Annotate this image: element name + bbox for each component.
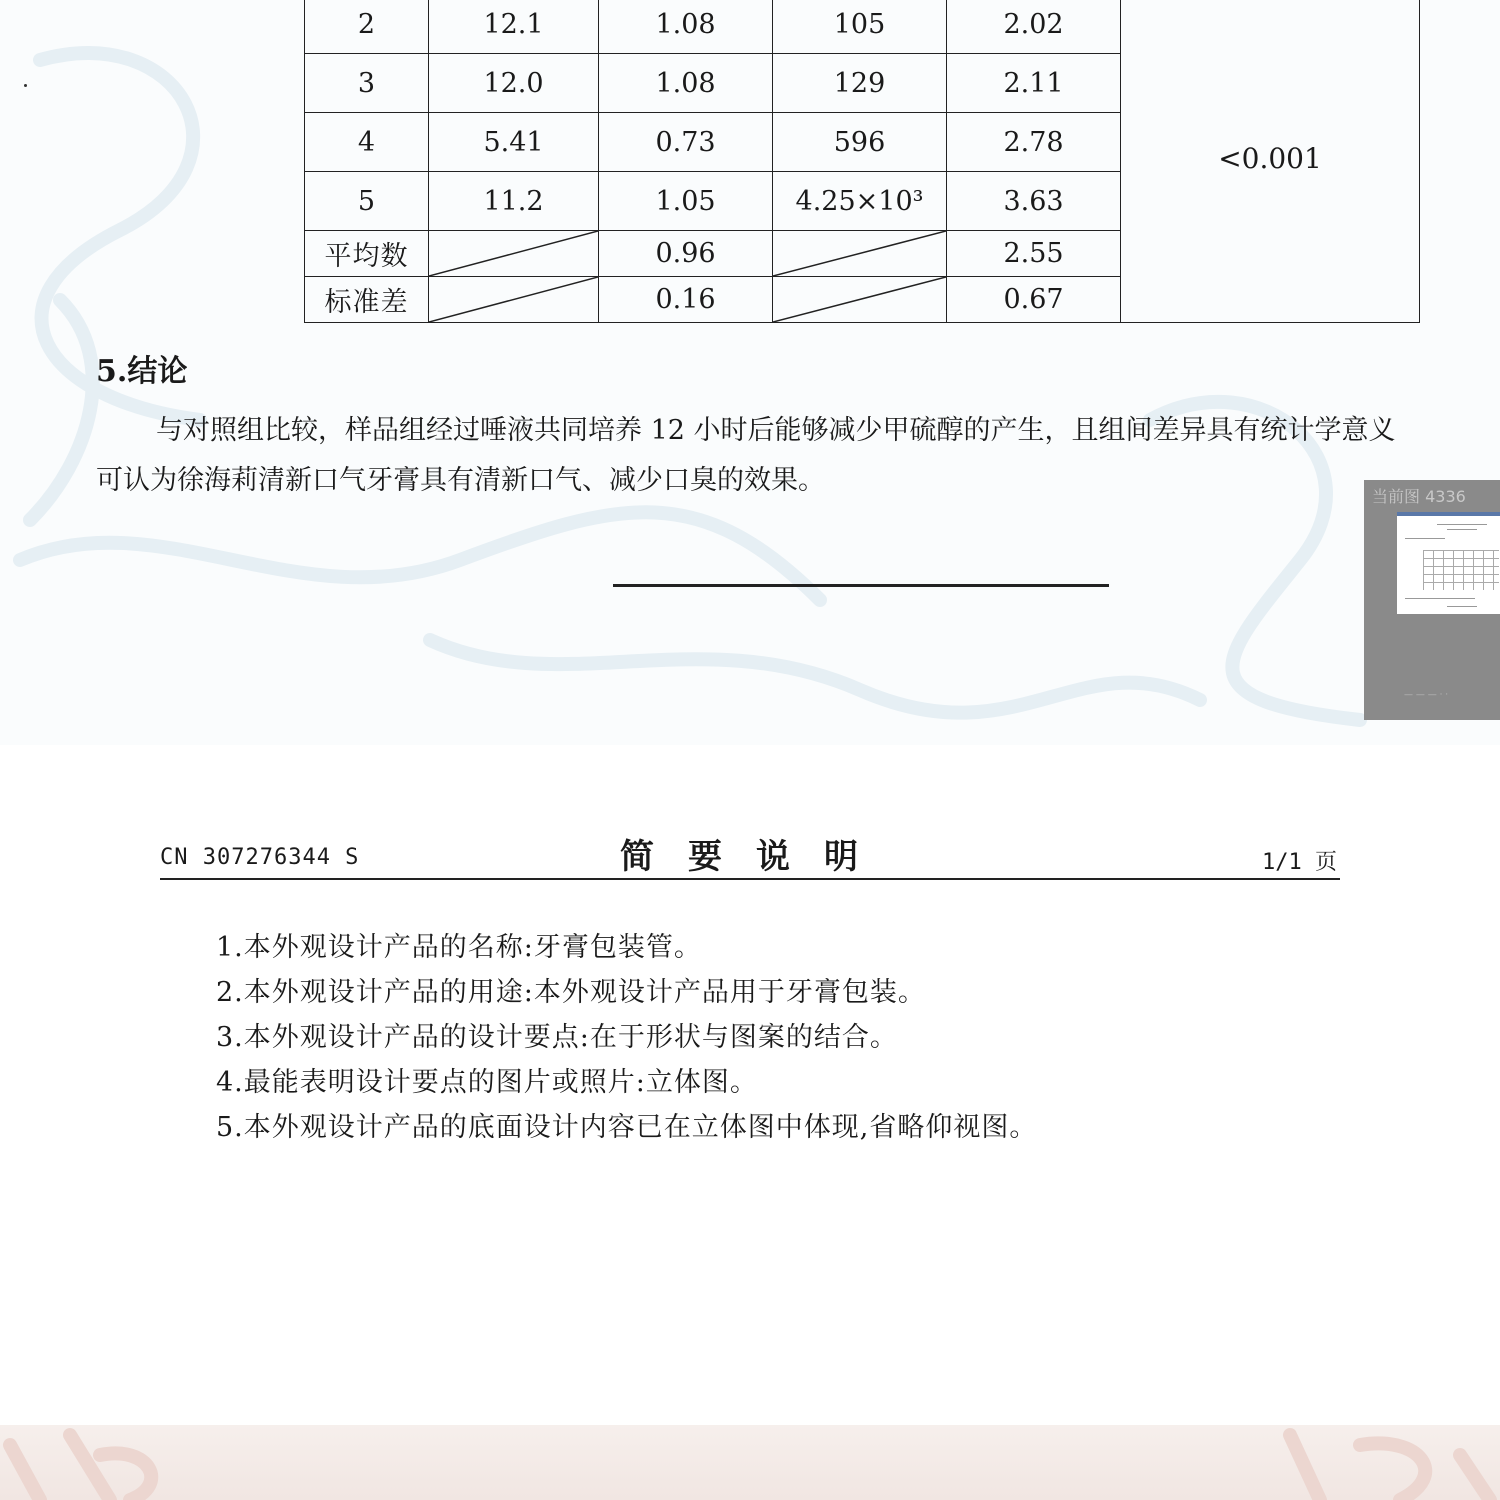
document-number: CN 307276344 S — [160, 845, 360, 870]
p-value-cell: <0.001 — [1121, 0, 1420, 323]
list-item: 2.本外观设计产品的用途:本外观设计产品用于牙膏包装。 — [216, 977, 926, 1008]
table-cell: 2.11 — [947, 54, 1121, 113]
empty-diagonal-cell — [429, 277, 599, 323]
table-cell: 1.05 — [599, 172, 773, 231]
table-cell: 129 — [773, 54, 947, 113]
header-rule — [160, 878, 1340, 880]
list-item: 4.最能表明设计要点的图片或照片:立体图。 — [216, 1067, 758, 1098]
table-cell-no: 4 — [305, 113, 429, 172]
conclusion-line: 可认为徐海莉清新口气牙膏具有清新口气、减少口臭的效果。 — [96, 465, 825, 496]
bottom-watermark-strip — [0, 1425, 1500, 1500]
results-page — [0, 0, 1500, 745]
list-item: 5.本外观设计产品的底面设计内容已在立体图中体现,省略仰视图。 — [216, 1112, 1038, 1143]
list-item: 1.本外观设计产品的名称:牙膏包装管。 — [216, 932, 702, 963]
thumbnail-footer-marks: — — — · · — [1404, 690, 1449, 700]
table-cell: 2.55 — [947, 231, 1121, 277]
std-label: 标准差 — [305, 277, 429, 323]
stray-dot — [24, 84, 27, 87]
conclusion-text — [96, 406, 1500, 506]
empty-diagonal-cell — [429, 231, 599, 277]
end-rule — [613, 584, 1109, 587]
table-cell: 0.73 — [599, 113, 773, 172]
results-table — [304, 0, 1420, 323]
thumbnail-label: 当前图 4336 — [1372, 487, 1466, 506]
table-cell: 5.41 — [429, 113, 599, 172]
description-list — [216, 925, 1037, 1150]
page-indicator: 1/1 页 — [1262, 850, 1337, 875]
table-cell: 0.96 — [599, 231, 773, 277]
table-cell: 2.02 — [947, 0, 1121, 54]
table-cell: 11.2 — [429, 172, 599, 231]
thumbnail-page-preview — [1397, 512, 1500, 614]
table-cell: 596 — [773, 113, 947, 172]
table-cell: 1.08 — [599, 0, 773, 54]
table-cell-no: 2 — [305, 0, 429, 54]
table-cell: 4.25×10³ — [773, 172, 947, 231]
table-cell: 0.16 — [599, 277, 773, 323]
table-cell: 0.67 — [947, 277, 1121, 323]
mean-label: 平均数 — [305, 231, 429, 277]
table-cell: 105 — [773, 0, 947, 54]
conclusion-heading: 5.结论 — [96, 354, 188, 389]
table-cell-no: 3 — [305, 54, 429, 113]
page-title: 简要说明 — [620, 837, 892, 877]
watermark-icon — [0, 1425, 1500, 1500]
table-cell: 12.0 — [429, 54, 599, 113]
table-cell-no: 5 — [305, 172, 429, 231]
table-cell: 2.78 — [947, 113, 1121, 172]
page-thumbnail[interactable] — [1364, 480, 1500, 720]
description-page — [0, 745, 1500, 1425]
empty-diagonal-cell — [773, 277, 947, 323]
empty-diagonal-cell — [773, 231, 947, 277]
list-item: 3.本外观设计产品的设计要点:在于形状与图案的结合。 — [216, 1022, 898, 1053]
table-cell: 12.1 — [429, 0, 599, 54]
conclusion-line: 与对照组比较，样品组经过唾液共同培养 12 小时后能够减少甲硫醇的产生，且组间差异具有统计学意义 — [156, 415, 1396, 446]
table-cell: 1.08 — [599, 54, 773, 113]
table-cell: 3.63 — [947, 172, 1121, 231]
table-row — [305, 0, 1420, 54]
